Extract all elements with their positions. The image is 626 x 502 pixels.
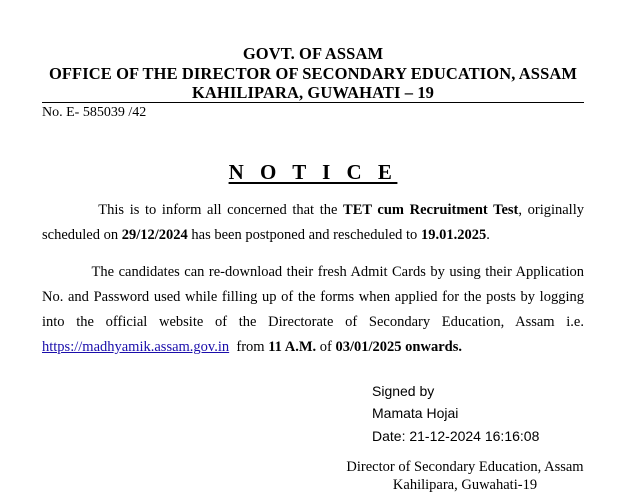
exam-name: TET cum Recruitment Test: [343, 202, 519, 218]
p2-from: from: [229, 339, 269, 355]
paragraph1-line1: [42, 198, 584, 223]
paragraph2-line1: [42, 260, 584, 285]
p1-text-f: has been postponed and rescheduled to: [187, 227, 421, 243]
start-time: 11 A.M.: [268, 339, 317, 355]
p1-text-c: , originally: [518, 202, 584, 218]
notice-title: [0, 160, 626, 185]
reference-number: No. E- 585039 /42: [42, 105, 147, 120]
paragraph2-line4: [42, 335, 584, 360]
website-link[interactable]: https://madhyamik.assam.gov.in: [42, 339, 230, 355]
footer-address: Kahilipara, Guwahati-19: [392, 477, 538, 493]
paragraph-admit-cards: [42, 260, 584, 360]
signature-date: Date: 21-12-2024 16:16:08: [372, 428, 540, 444]
header-divider: [42, 102, 584, 103]
p1-text-h: .: [486, 227, 490, 243]
header-office: OFFICE OF THE DIRECTOR OF SECONDARY EDUCATION, ASSAM: [48, 64, 578, 83]
header-address: KAHILIPARA, GUWAHATI – 19: [191, 83, 435, 102]
paragraph2-line3: into the official website of the Directorate of Secondary Education, Assam i.e.: [42, 314, 584, 330]
p1-text-d: scheduled on: [42, 227, 122, 243]
header-govt: GOVT. OF ASSAM: [242, 44, 384, 63]
new-date: 19.01.2025: [420, 227, 487, 243]
paragraph-postponement: [42, 198, 584, 248]
footer-designation: Director of Secondary Education, Assam: [346, 459, 584, 475]
p2-onwards: onwards.: [401, 339, 462, 355]
p1-text-a: This is to inform all concerned that the: [98, 202, 344, 218]
start-date: 03/01/2025: [335, 339, 402, 355]
signed-by-label: Signed by: [372, 383, 435, 399]
paragraph2-line2: No. and Password used while filling up of the forms when applied for the posts by logging: [42, 289, 584, 305]
p2-line1-text: The candidates can re-download their fresh Admit Cards by using their Application: [91, 264, 584, 280]
signer-name: Mamata Hojai: [372, 405, 459, 421]
original-date: 29/12/2024: [121, 227, 188, 243]
p2-of: of: [316, 339, 336, 355]
notice-title-text: N O T I C E: [228, 160, 398, 184]
paragraph1-line2: [42, 223, 584, 248]
